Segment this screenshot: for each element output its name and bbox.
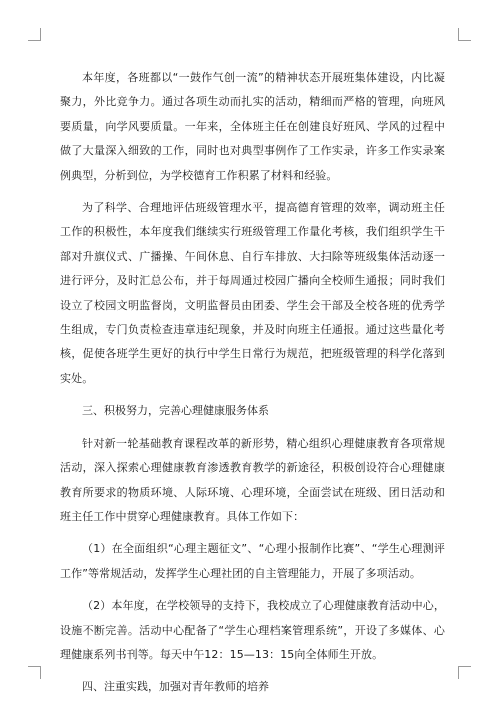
crop-mark-top-left: [28, 28, 41, 41]
paragraph-class-building: 本年度，各班都以“一鼓作气创一流”的精神状态开展班集体建设，内比凝聚力，外比竞争力。通过各项生动而扎实的活动，精细而严格的管理，向班风要质量，向学风要质量。一年来，全体班主任在创建良好班风、学风的过程中做了大量深入细致的工作，同时也对典型事例作了工作实录，许多工作实录案例典型，分析到位，为学校德育工作积累了材料和经验。: [60, 71, 445, 182]
paragraph-quantitative-assessment: 为了科学、合理地评估班级管理水平，提高德育管理的效率，调动班主任工作的积极性，本年度我们继续实行班级管理工作量化考核，我们组织学生干部对升旗仪式、广播操、午间休息、自行车排放、大扫除等班级集体活动逐一进行评分，及时汇总公布，并于每周通过校园广播向全校师生通报；同时我们设立了校园文明监督岗，文明监督员由团委、学生会干部及全校各班的优秀学生组成，专门负责检查违章违纪现象，并及时向班主任通报。通过这些量化考核，促使各班学生更好的执行中学生日常行为规范，把班级管理的科学化落到实处。: [60, 201, 445, 385]
paragraph-mental-health-item-2: （2）本年度，在学校领导的支持下，我校成立了心理健康教育活动中心，设施不断完善。活动中心配备了“学生心理档案管理系统”，开设了多媒体、心理健康系列书刊等。每天中午12：15—13：15向全体师生开放。: [60, 599, 445, 661]
document-body: [60, 66, 445, 708]
section-heading-4: 四、注重实践，加强对青年教师的培养: [82, 680, 269, 694]
paragraph-mental-health-intro: 针对新一轮基础教育课程改革的新形势，精心组织心理健康教育各项常规活动，深入探索心理健康教育渗透教育教学的新途径，积极创设符合心理健康教育所要求的物质环境、人际环境、心理环境，全面尝试在班级、团日活动和班主任工作中贯穿心理健康教育。具体工作如下：: [60, 436, 445, 523]
crop-mark-bottom-left: [28, 666, 41, 679]
crop-mark-top-right: [458, 28, 471, 41]
paragraph-mental-health-item-1: （1）在全面组织“心理主题征文”、“心理小报制作比赛”、“学生心理测评工作”等常规活动，发挥学生心理社团的自主管理能力，开展了多项活动。: [60, 542, 445, 580]
crop-mark-bottom-right: [458, 666, 471, 679]
section-heading-3: 三、积极努力，完善心理健康服务体系: [82, 404, 269, 418]
